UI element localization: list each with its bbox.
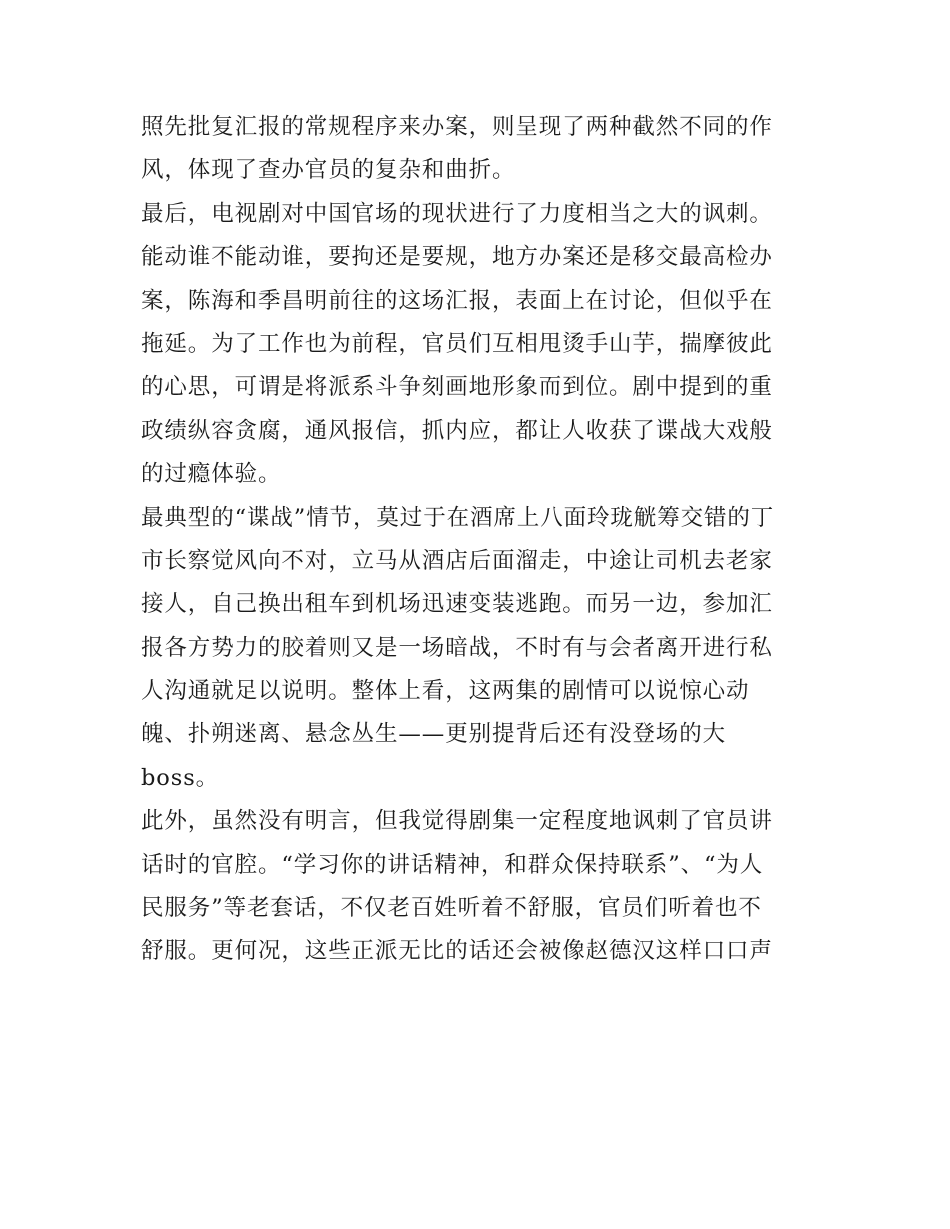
text-line: 的过瘾体验。 — [141, 461, 282, 488]
text-line: 话时的官腔。“学习你的讲话精神，和群众保持联系”、“为人 — [141, 851, 764, 878]
text-line: 案，陈海和季昌明前往的这场汇报，表面上在讨论，但似乎在 — [141, 287, 773, 314]
text-line: 风，体现了查办官员的复杂和曲折。 — [141, 157, 516, 184]
text-line: 能动谁不能动谁，要拘还是要规，地方办案还是移交最高检办 — [141, 244, 773, 271]
text-line: 市长察觉风向不对，立马从酒店后面溜走，中途让司机去老家 — [141, 547, 773, 574]
text-line: 魄、扑朔迷离、悬念丛生——更别提背后还有没登场的大 — [141, 721, 727, 748]
text-line: 舒服。更何况，这些正派无比的话还会被像赵德汉这样口口声 — [141, 938, 773, 965]
text-line: 接人，自己换出租车到机场迅速变装逃跑。而另一边，参加汇 — [141, 591, 773, 618]
body-text — [141, 106, 821, 974]
text-line: 最后，电视剧对中国官场的现状进行了力度相当之大的讽刺。 — [141, 200, 773, 227]
text-line: 照先批复汇报的常规程序来办案，则呈现了两种截然不同的作 — [141, 114, 773, 140]
text-line: 最典型的“谍战”情节，莫过于在酒席上八面玲珑觥筹交错的丁 — [141, 504, 775, 531]
text-line: 政绩纵容贪腐，通风报信，抓内应，都让人收获了谍战大戏般 — [141, 417, 773, 444]
text-line: boss。 — [141, 764, 220, 791]
text-line: 拖延。为了工作也为前程，官员们互相甩烫手山芋，揣摩彼此 — [141, 330, 773, 357]
text-line: 此外，虽然没有明言，但我觉得剧集一定程度地讽刺了官员讲 — [141, 808, 773, 835]
text-line: 民服务”等老套话，不仅老百姓听着不舒服，官员们听着也不 — [141, 895, 762, 922]
text-line: 的心思，可谓是将派系斗争刻画地形象而到位。剧中提到的重 — [141, 374, 773, 401]
text-line: 报各方势力的胶着则又是一场暗战，不时有与会者离开进行私 — [141, 634, 773, 661]
text-line: 人沟通就足以说明。整体上看，这两集的剧情可以说惊心动 — [141, 678, 750, 705]
